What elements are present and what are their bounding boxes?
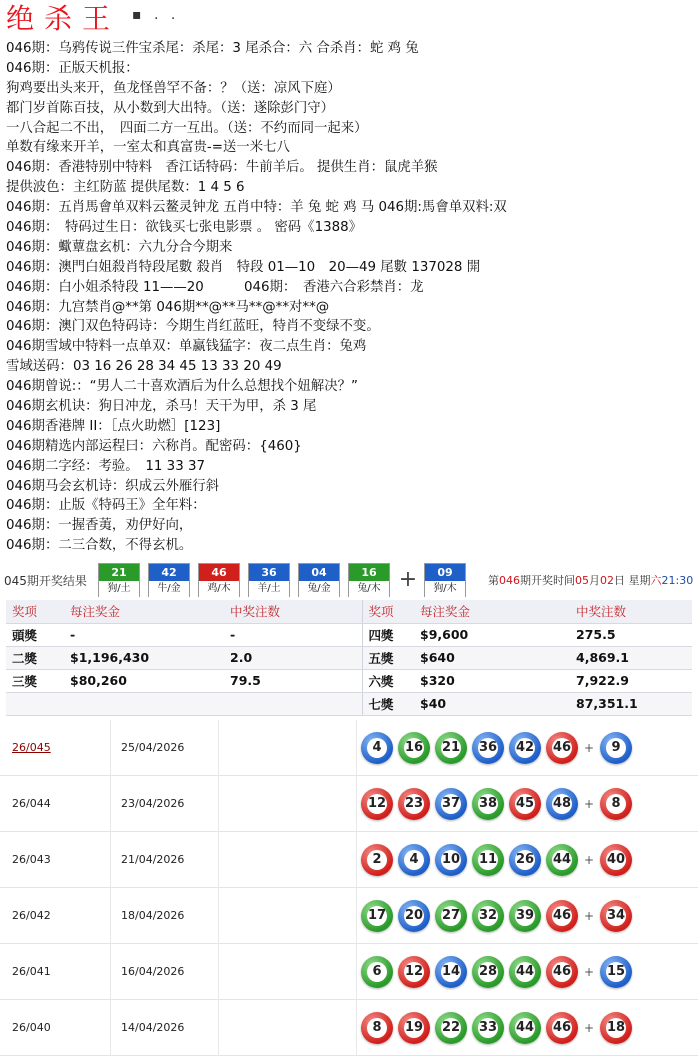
draw-issue: 26/041: [12, 965, 51, 978]
result-label: 045期开奖结果: [4, 573, 87, 588]
special-draw-ball: [600, 844, 632, 876]
draw-ball: [472, 900, 504, 932]
prize-header-cell: 奖项: [6, 600, 64, 623]
result-bar: [4, 562, 696, 598]
prize-cell: -: [64, 623, 224, 646]
prize-cell: 7,922.9: [570, 669, 692, 692]
prize-cell: 二獎: [6, 646, 64, 669]
ball-number: 15: [606, 962, 626, 982]
ball-number: 6: [367, 962, 387, 982]
draw-ball: [546, 732, 578, 764]
draw-ball: [398, 956, 430, 988]
ball-number: 27: [441, 906, 461, 926]
ball-number: 22: [441, 1018, 461, 1038]
result-number: 21: [99, 564, 139, 581]
prediction-line: 046期：五肖馬會单双料云鳌灵钟龙 五肖中特：羊 兔 蛇 鸡 马 046期:馬會单双料:双: [6, 200, 507, 216]
result-ball: [248, 563, 290, 597]
draw-row: [0, 888, 698, 944]
draw-ball: [435, 732, 467, 764]
result-number: 42: [149, 564, 189, 581]
prize-row: [6, 692, 692, 715]
prediction-line: 046期：白小姐杀特段 11——20 046期： 香港六合彩禁肖：龙: [6, 279, 424, 295]
result-zodiac: 鸡/木: [199, 581, 239, 597]
prediction-line: 046期：澳门双色特码诗：今期生肖红蓝旺，特肖不变绿不变。: [6, 319, 380, 335]
draw-ball: [472, 1012, 504, 1044]
ball-number: 46: [552, 962, 572, 982]
draw-ball: [398, 1012, 430, 1044]
draw-ball: [435, 788, 467, 820]
draw-ball: [435, 1012, 467, 1044]
title-dots: ▪ . .: [132, 7, 180, 23]
prize-header-cell: 每注奖金: [414, 600, 570, 623]
draw-blank-cell: [218, 776, 356, 832]
ball-number: 45: [515, 794, 535, 814]
ball-number: 34: [606, 906, 626, 926]
ball-number: 46: [552, 1018, 572, 1038]
special-result-ball: [424, 563, 466, 597]
prize-header-cell: 每注奖金: [64, 600, 224, 623]
prize-cell: 2.0: [224, 646, 362, 669]
prediction-line: 046期：止版《特码王》全年料：: [6, 498, 206, 514]
ball-number: 40: [606, 850, 626, 870]
ball-number: 32: [478, 906, 498, 926]
prize-header-cell: 中奖注数: [224, 600, 362, 623]
prediction-line: 046期：正版天机报：: [6, 60, 139, 76]
prize-cell: $320: [414, 669, 570, 692]
special-draw-ball: [600, 900, 632, 932]
result-zodiac: 牛/金: [149, 581, 189, 597]
draw-date: 16/04/2026: [110, 944, 218, 1000]
prediction-line: 046期：蠍蕈盘玄机：六九分合今期来: [6, 239, 233, 255]
ball-number: 18: [606, 1018, 626, 1038]
next-draw-m-label: 月: [589, 574, 600, 587]
prize-header-cell: 奖项: [362, 600, 414, 623]
prize-row: [6, 623, 692, 646]
special-draw-ball: [600, 732, 632, 764]
prize-cell: 六獎: [362, 669, 414, 692]
prize-row: [6, 646, 692, 669]
prize-cell: 三獎: [6, 669, 64, 692]
ball-number: 14: [441, 962, 461, 982]
result-ball: [148, 563, 190, 597]
draw-ball: [472, 732, 504, 764]
draw-row: [0, 832, 698, 888]
ball-number: 46: [552, 738, 572, 758]
draw-ball: [398, 788, 430, 820]
draw-issue: 26/042: [12, 909, 51, 922]
result-number: 04: [299, 564, 339, 581]
result-zodiac: 狗/木: [425, 581, 465, 597]
prediction-line: 046期：香港特别中特料 香江话特码：牛前羊后。 提供生肖：鼠虎羊猴: [6, 160, 438, 176]
prediction-line: 046期：乌鸦传说三件宝杀尾：杀尾：3 尾杀合：六 合杀肖：蛇 鸡 兔: [6, 41, 419, 56]
draw-row: [0, 776, 698, 832]
draw-ball: [546, 844, 578, 876]
ball-number: 4: [404, 850, 424, 870]
prize-cell: [6, 692, 64, 715]
plus-sign: +: [584, 852, 595, 867]
next-draw-month: 05: [575, 574, 589, 587]
prize-header-row: [6, 600, 692, 623]
draw-issue: 26/040: [12, 1021, 51, 1034]
plus-sign: +: [584, 908, 595, 923]
ball-number: 12: [367, 794, 387, 814]
next-draw-d-label: 日 星期: [614, 574, 651, 587]
prediction-line: 雪域送码：03 16 26 28 34 45 13 33 20 49: [6, 359, 282, 375]
ball-number: 42: [515, 738, 535, 758]
draw-date: 18/04/2026: [110, 888, 218, 944]
result-number: 16: [349, 564, 389, 581]
result-zodiac: 兔/金: [299, 581, 339, 597]
prediction-line: 046期精选内部运程曰：六称肖。配密码：{460}: [6, 438, 302, 454]
prize-cell: $640: [414, 646, 570, 669]
draw-ball: [546, 1012, 578, 1044]
page-title: 绝杀王: [6, 2, 121, 35]
result-ball: [298, 563, 340, 597]
result-zodiac: 羊/土: [249, 581, 289, 597]
draw-ball: [509, 900, 541, 932]
plus-sign: +: [398, 567, 418, 592]
prediction-line: 046期： 特码过生日：欲钱买七张电影票 。 密码《1388》: [6, 220, 363, 236]
prediction-line: 046期：二三合数，不得玄机。: [6, 538, 193, 554]
result-zodiac: 狗/土: [99, 581, 139, 597]
prediction-line: 046期马会玄机诗：织成云外雁行斜: [6, 478, 220, 494]
prediction-line: 狗鸡要出头来开，鱼龙怪兽罕不备：？（送：凉风下庭）: [6, 80, 341, 96]
prediction-line: 046期香港牌 II：［点火助燃］[123]: [6, 418, 221, 434]
prize-cell: $9,600: [414, 623, 570, 646]
prediction-line: 046期雪域中特料一点单双：单赢钱猛字：夜二点生肖：兔鸡: [6, 339, 367, 355]
prize-cell: 五獎: [362, 646, 414, 669]
draw-ball: [546, 956, 578, 988]
draw-ball: [509, 788, 541, 820]
prize-cell: 4,869.1: [570, 646, 692, 669]
ball-number: 37: [441, 794, 461, 814]
draw-row: [0, 1000, 698, 1056]
draw-row: [0, 944, 698, 1000]
draw-ball: [398, 900, 430, 932]
prize-cell: [224, 692, 362, 715]
ball-number: 8: [606, 794, 626, 814]
draw-ball: [435, 956, 467, 988]
draw-date: 23/04/2026: [110, 776, 218, 832]
draw-blank-cell: [218, 720, 356, 776]
prize-cell: 四獎: [362, 623, 414, 646]
draw-ball: [361, 956, 393, 988]
draw-ball: [398, 732, 430, 764]
prize-cell: [64, 692, 224, 715]
draw-blank-cell: [218, 944, 356, 1000]
draw-blank-cell: [218, 832, 356, 888]
draw-balls: [356, 720, 698, 776]
draw-ball: [509, 956, 541, 988]
ball-number: 17: [367, 906, 387, 926]
prediction-line: 046期：澳門白姐殺肖特段尾數 殺肖 特段 01—10 20—49 尾數 137028 開: [6, 259, 481, 275]
prediction-text-block: [6, 39, 696, 556]
result-zodiac: 兔/木: [349, 581, 389, 597]
prediction-line: 一八合起二不出， 四面二方一互出。（送：不约而同一起来）: [6, 120, 368, 136]
result-ball: [348, 563, 390, 597]
page-header: [6, 2, 179, 38]
prize-cell: $1,196,430: [64, 646, 224, 669]
prediction-line: 046期曾说:：“男人二十喜欢酒后为什么总想找个妞解决？”: [6, 379, 358, 395]
draw-ball: [509, 732, 541, 764]
ball-number: 44: [515, 962, 535, 982]
draw-ball: [361, 844, 393, 876]
draw-ball: [472, 788, 504, 820]
prize-cell: $40: [414, 692, 570, 715]
prize-cell: 87,351.1: [570, 692, 692, 715]
draw-ball: [435, 900, 467, 932]
prize-row: [6, 669, 692, 692]
ball-number: 26: [515, 850, 535, 870]
draw-date: 21/04/2026: [110, 832, 218, 888]
draw-ball: [398, 844, 430, 876]
draw-ball: [361, 900, 393, 932]
draw-balls: [356, 888, 698, 944]
draw-ball: [361, 1012, 393, 1044]
prediction-line: 提供波色：主红防蓝 提供尾数：1 4 5 6: [6, 180, 245, 196]
ball-number: 11: [478, 850, 498, 870]
prize-table: [6, 600, 692, 716]
draw-issue: 26/044: [12, 797, 51, 810]
prediction-line: 046期：九宫禁肖@**第 046期**@**马**@**对**@: [6, 299, 330, 315]
ball-number: 48: [552, 794, 572, 814]
result-ball: [198, 563, 240, 597]
result-ball: [98, 563, 140, 597]
plus-sign: +: [584, 1020, 595, 1035]
ball-number: 36: [478, 738, 498, 758]
next-draw-day: 02: [600, 574, 614, 587]
draw-ball: [361, 788, 393, 820]
ball-number: 21: [441, 738, 461, 758]
draw-ball: [361, 732, 393, 764]
draw-date: 14/04/2026: [110, 1000, 218, 1056]
draw-issue: 26/043: [12, 853, 51, 866]
result-number: 09: [425, 564, 465, 581]
ball-number: 20: [404, 906, 424, 926]
ball-number: 46: [552, 906, 572, 926]
prediction-line: 046期玄机诀：狗日冲龙，杀马！天干为甲，杀 3 尾: [6, 399, 317, 415]
draw-blank-cell: [218, 888, 356, 944]
ball-number: 8: [367, 1018, 387, 1038]
draw-date: 25/04/2026: [110, 720, 218, 776]
ball-number: 44: [515, 1018, 535, 1038]
ball-number: 38: [478, 794, 498, 814]
next-draw-issue: 046: [499, 574, 520, 587]
special-draw-ball: [600, 1012, 632, 1044]
next-draw-prefix: 第: [488, 574, 499, 587]
draw-balls: [356, 944, 698, 1000]
ball-number: 44: [552, 850, 572, 870]
ball-number: 4: [367, 738, 387, 758]
ball-number: 23: [404, 794, 424, 814]
prize-cell: -: [224, 623, 362, 646]
draw-balls: [356, 1000, 698, 1056]
ball-number: 9: [606, 738, 626, 758]
prediction-line: 046期二字经：考验。 11 33 37: [6, 458, 206, 474]
ball-number: 2: [367, 850, 387, 870]
draw-balls: [356, 776, 698, 832]
prize-cell: 275.5: [570, 623, 692, 646]
ball-number: 12: [404, 962, 424, 982]
draw-ball: [509, 1012, 541, 1044]
next-draw-mid: 期开奖时间: [520, 574, 575, 587]
prediction-line: 都门岁首陈百技，从小数到大出特。（送：遂除彭门守）: [6, 100, 335, 116]
prize-header-cell: 中奖注数: [570, 600, 692, 623]
ball-number: 19: [404, 1018, 424, 1038]
plus-sign: +: [584, 796, 595, 811]
special-draw-ball: [600, 956, 632, 988]
draw-ball: [546, 788, 578, 820]
prize-cell: 頭獎: [6, 623, 64, 646]
result-number: 36: [249, 564, 289, 581]
prediction-line: 单数有缘来开羊，一室太和真富贵-=送一米七八: [6, 140, 290, 156]
draw-balls: [356, 832, 698, 888]
prediction-line: 046期：一握香荑，劝伊好向，: [6, 518, 193, 534]
draw-ball: [472, 844, 504, 876]
draw-history-list: [0, 720, 698, 1056]
ball-number: 16: [404, 738, 424, 758]
special-draw-ball: [600, 788, 632, 820]
next-draw-time: [488, 572, 693, 588]
draw-blank-cell: [218, 1000, 356, 1056]
draw-ball: [509, 844, 541, 876]
ball-number: 28: [478, 962, 498, 982]
draw-ball: [472, 956, 504, 988]
prize-cell: $80,260: [64, 669, 224, 692]
ball-number: 10: [441, 850, 461, 870]
draw-row: [0, 720, 698, 776]
draw-ball: [435, 844, 467, 876]
draw-issue[interactable]: 26/045: [12, 741, 51, 754]
plus-sign: +: [584, 740, 595, 755]
prize-cell: 七獎: [362, 692, 414, 715]
next-draw-time: 21:30: [661, 574, 694, 587]
draw-ball: [546, 900, 578, 932]
prize-cell: 79.5: [224, 669, 362, 692]
result-number: 46: [199, 564, 239, 581]
next-draw-weekday: 六: [650, 574, 662, 587]
ball-number: 33: [478, 1018, 498, 1038]
ball-number: 39: [515, 906, 535, 926]
plus-sign: +: [584, 964, 595, 979]
